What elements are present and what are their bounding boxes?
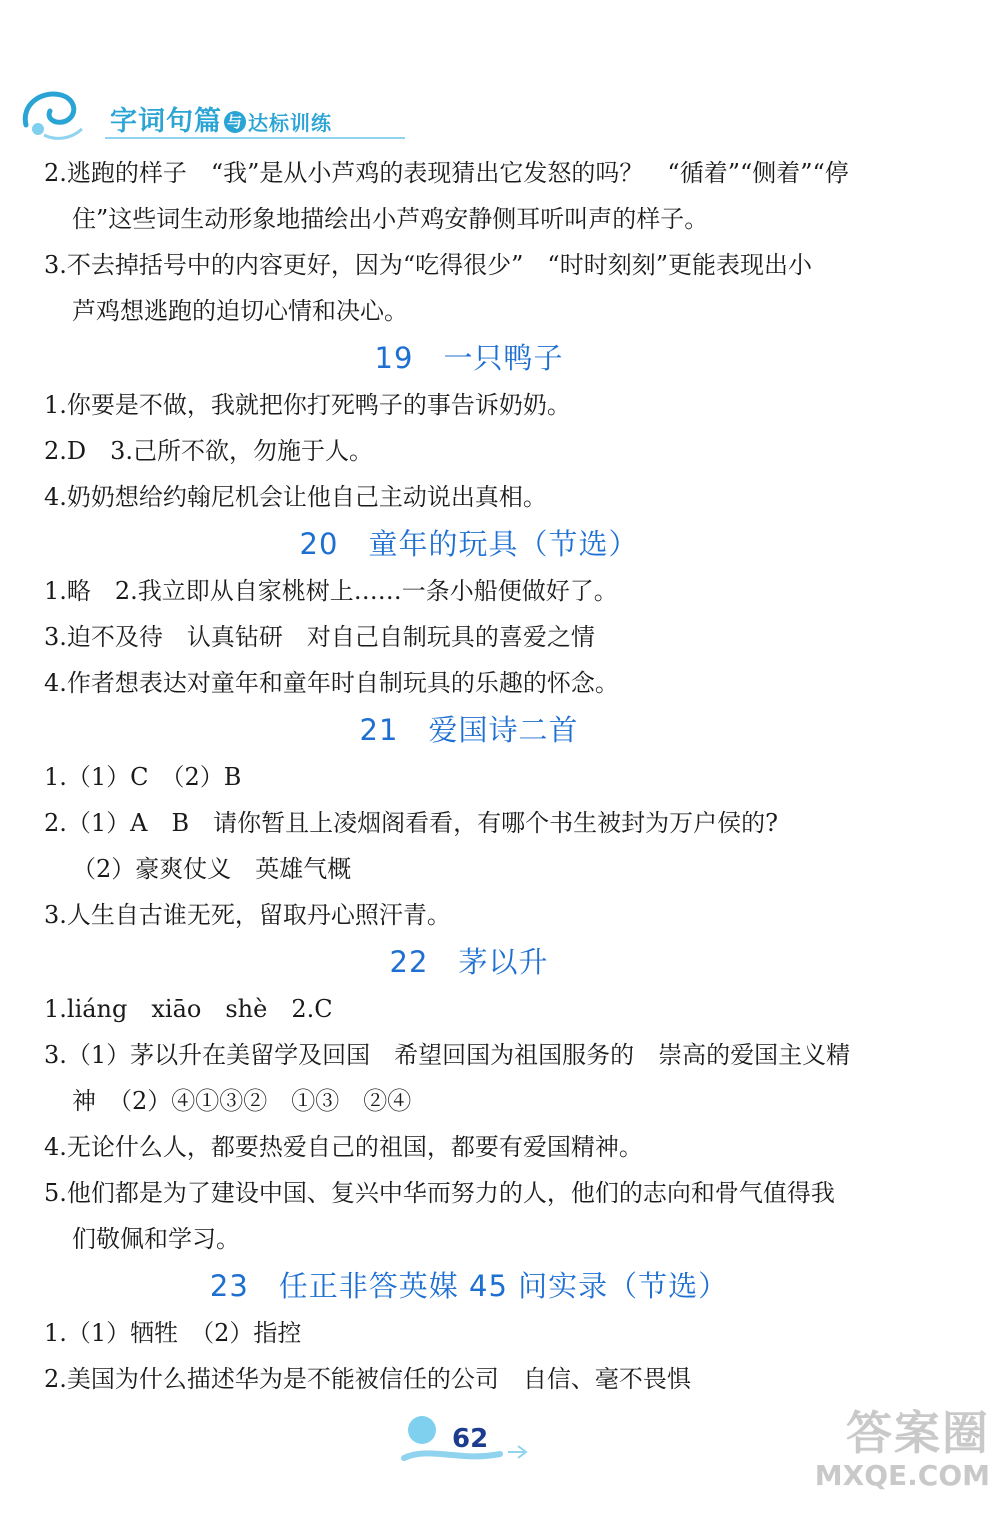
page-number: 62	[452, 1424, 489, 1454]
answer-content	[44, 150, 894, 1402]
section-heading: 22 茅以升	[389, 945, 549, 979]
answer-line: 们敬佩和学习。	[72, 1225, 240, 1253]
page-footer	[400, 1402, 540, 1472]
header-divider	[105, 137, 405, 139]
answer-line: 2.逃跑的样子 “我”是从小芦鸡的表现猜出它发怒的吗？ “循着”“侧着”“停	[44, 159, 849, 187]
answer-line: 2.（1）A B 请你暂且上凌烟阁看看，有哪个书生被封为万户侯的?	[44, 809, 779, 837]
answer-line: 1.你要是不做，我就把你打死鸭子的事告诉奶奶。	[44, 391, 571, 419]
answer-line: 5.他们都是为了建设中国、复兴中华而努力的人，他们的志向和骨气值得我	[44, 1179, 835, 1207]
answer-line: 4.奶奶想给约翰尼机会让他自己主动说出真相。	[44, 483, 547, 511]
answer-line: 1.liáng xiāo shè 2.C	[44, 995, 333, 1023]
watermark	[814, 1397, 990, 1507]
answer-line: 2.美国为什么描述华为是不能被信任的公司 自信、毫不畏惧	[44, 1365, 691, 1393]
mascot-logo-icon	[16, 85, 86, 143]
answer-line: 住”这些词生动形象地描绘出小芦鸡安静侧耳听叫声的样子。	[72, 205, 709, 233]
answer-line: 1.（1）C （2）B	[44, 763, 242, 791]
header-title: 字词句篇 与 达标训练	[110, 106, 332, 137]
answer-line: 3.（1）茅以升在美留学及回国 希望回国为祖国服务的 崇高的爱国主义精	[44, 1041, 851, 1069]
answer-line: （2）豪爽仗义 英雄气概	[72, 855, 352, 883]
watermark-url: MXQE.COM	[814, 1459, 990, 1492]
answer-line: 4.无论什么人，都要热爱自己的祖国，都要有爱国精神。	[44, 1133, 643, 1161]
answer-line: 芦鸡想逃跑的迫切心情和决心。	[72, 297, 408, 325]
page-header	[10, 85, 430, 145]
answer-line: 神 （2）④①③② ①③ ②④	[72, 1087, 412, 1115]
answer-line: 1.（1）牺牲 （2）指控	[44, 1319, 302, 1347]
section-heading: 19 一只鸭子	[374, 341, 564, 375]
answer-line: 2.D 3.己所不欲，勿施于人。	[44, 437, 374, 465]
answer-line: 4.作者想表达对童年和童年时自制玩具的乐趣的怀念。	[44, 669, 619, 697]
header-badge: 与	[224, 111, 246, 133]
answer-line: 3.迫不及待 认真钻研 对自己自制玩具的喜爱之情	[44, 623, 595, 651]
answer-line: 1.略 2.我立即从自家桃树上……一条小船便做好了。	[44, 577, 618, 605]
section-heading: 20 童年的玩具（节选）	[299, 527, 639, 561]
section-heading: 21 爱国诗二首	[359, 713, 579, 747]
answer-line: 3.不去掉括号中的内容更好，因为“吃得很少” “时时刻刻”更能表现出小	[44, 251, 812, 279]
watermark-logo-text: 答案圈	[846, 1406, 990, 1460]
answer-line: 3.人生自古谁无死，留取丹心照汗青。	[44, 901, 451, 929]
section-heading: 23 任正非答英媒 45 问实录（节选）	[209, 1269, 729, 1303]
